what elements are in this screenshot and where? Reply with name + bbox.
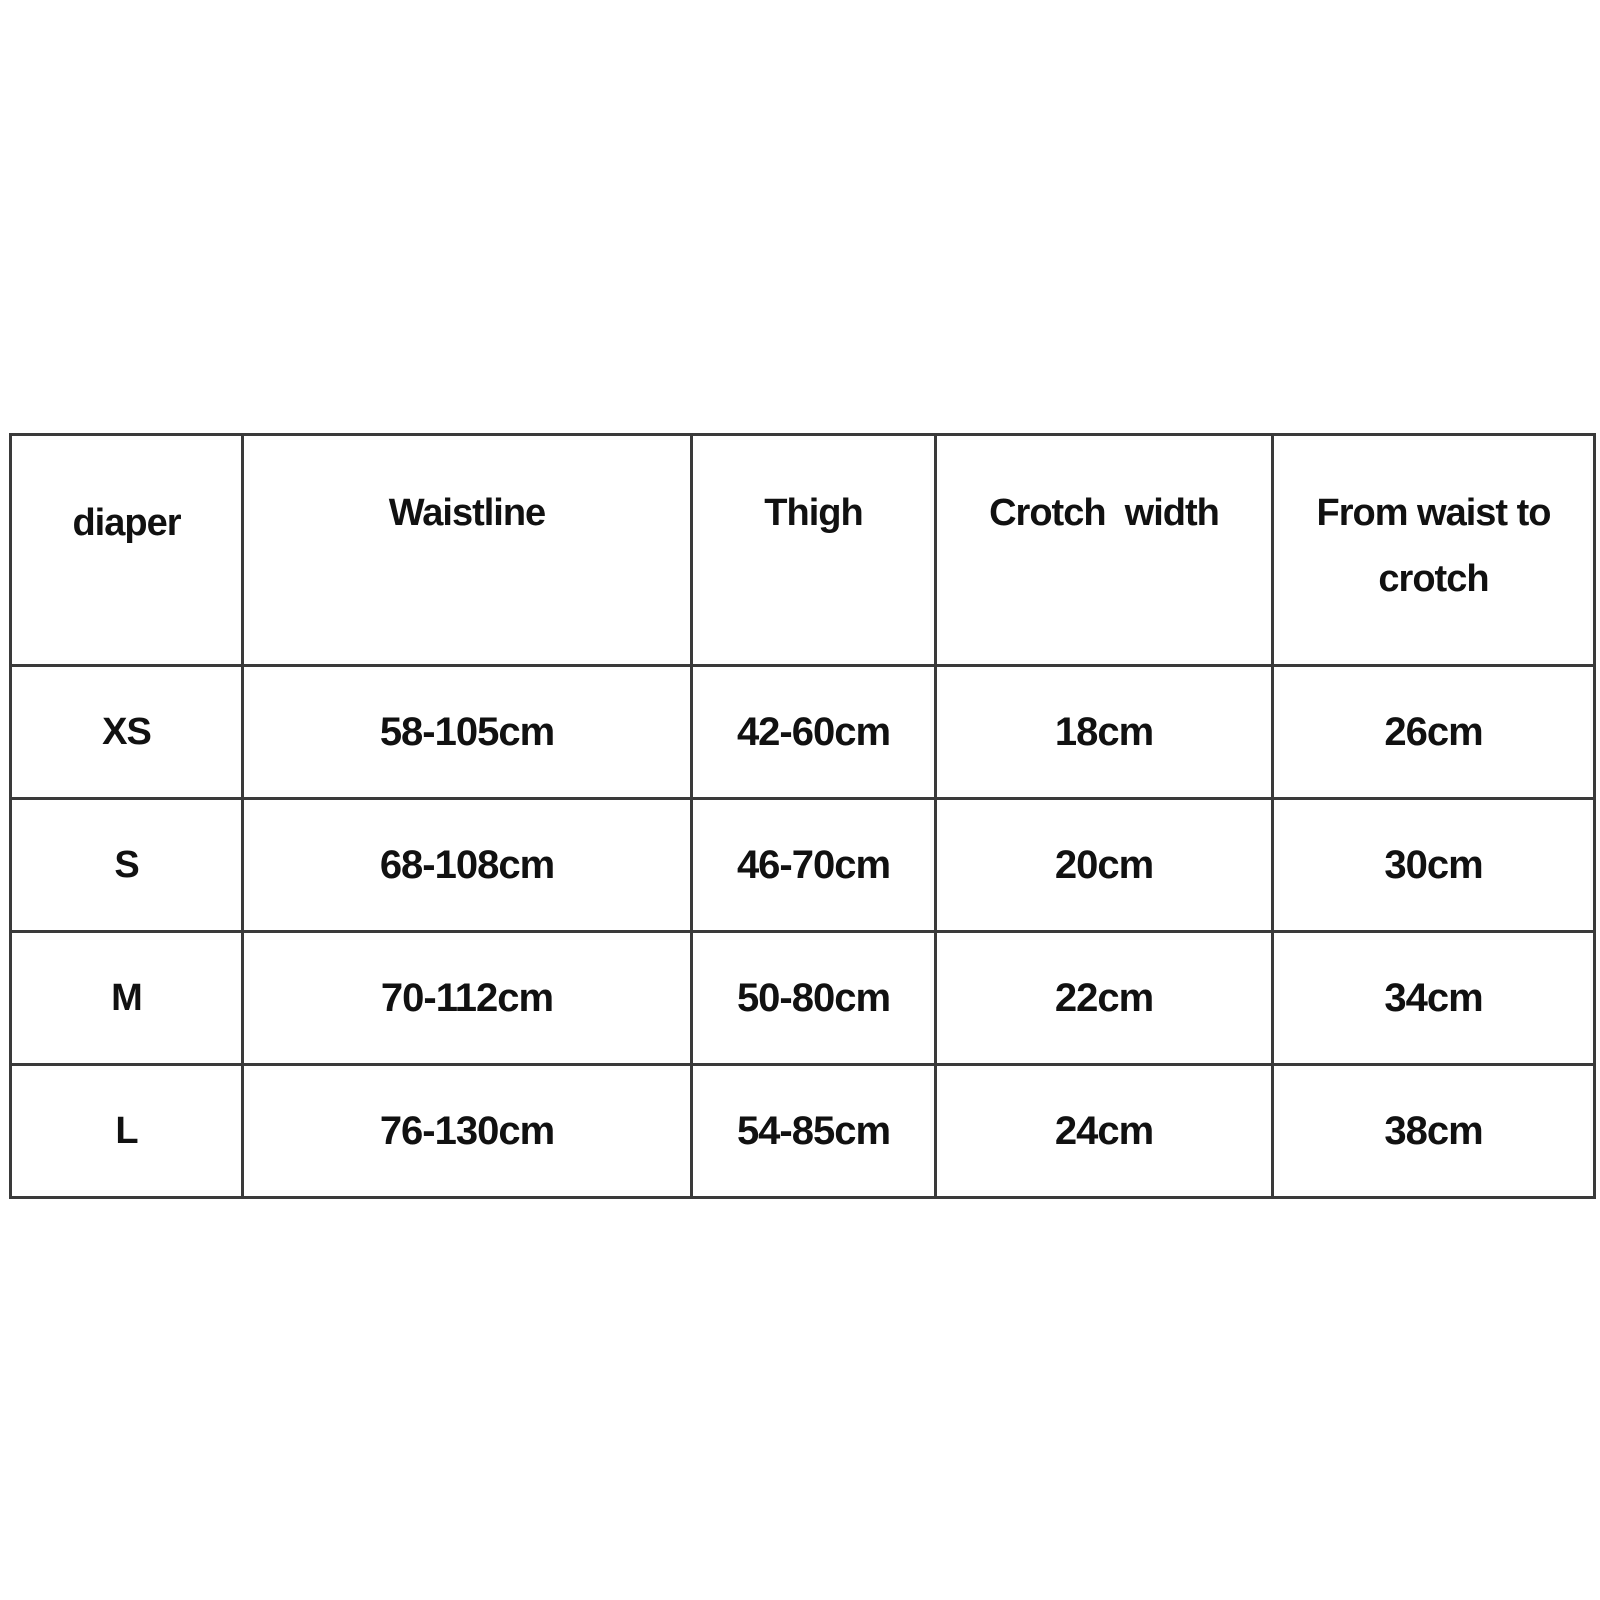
waistline-cell: 58-105cm xyxy=(243,666,692,799)
crotch-width-cell: 22cm xyxy=(936,932,1273,1065)
table-row xyxy=(11,799,1595,932)
size-chart-table xyxy=(9,433,1596,1199)
thigh-cell: 42-60cm xyxy=(692,666,936,799)
waistline-cell: 76-130cm xyxy=(243,1065,692,1198)
size-chart-body xyxy=(11,666,1595,1198)
size-chart-header xyxy=(11,435,1595,666)
waist-to-crotch-cell: 30cm xyxy=(1273,799,1595,932)
crotch-width-cell: 20cm xyxy=(936,799,1273,932)
thigh-cell: 50-80cm xyxy=(692,932,936,1065)
thigh-cell: 54-85cm xyxy=(692,1065,936,1198)
crotch-width-cell: 24cm xyxy=(936,1065,1273,1198)
waistline-cell: 68-108cm xyxy=(243,799,692,932)
waist-to-crotch-cell: 34cm xyxy=(1273,932,1595,1065)
size-cell: M xyxy=(11,932,243,1065)
header-thigh: Thigh xyxy=(692,435,936,666)
header-size: diaper xyxy=(11,435,243,666)
waist-to-crotch-cell: 26cm xyxy=(1273,666,1595,799)
header-crotch-width: Crotch width xyxy=(936,435,1273,666)
waistline-cell: 70-112cm xyxy=(243,932,692,1065)
crotch-width-cell: 18cm xyxy=(936,666,1273,799)
size-cell: L xyxy=(11,1065,243,1198)
thigh-cell: 46-70cm xyxy=(692,799,936,932)
header-waistline: Waistline xyxy=(243,435,692,666)
table-row xyxy=(11,932,1595,1065)
header-row xyxy=(11,435,1595,666)
header-waist-to-crotch: From waist to crotch xyxy=(1273,435,1595,666)
size-cell: S xyxy=(11,799,243,932)
table-row xyxy=(11,666,1595,799)
waist-to-crotch-cell: 38cm xyxy=(1273,1065,1595,1198)
size-cell: XS xyxy=(11,666,243,799)
table-row xyxy=(11,1065,1595,1198)
